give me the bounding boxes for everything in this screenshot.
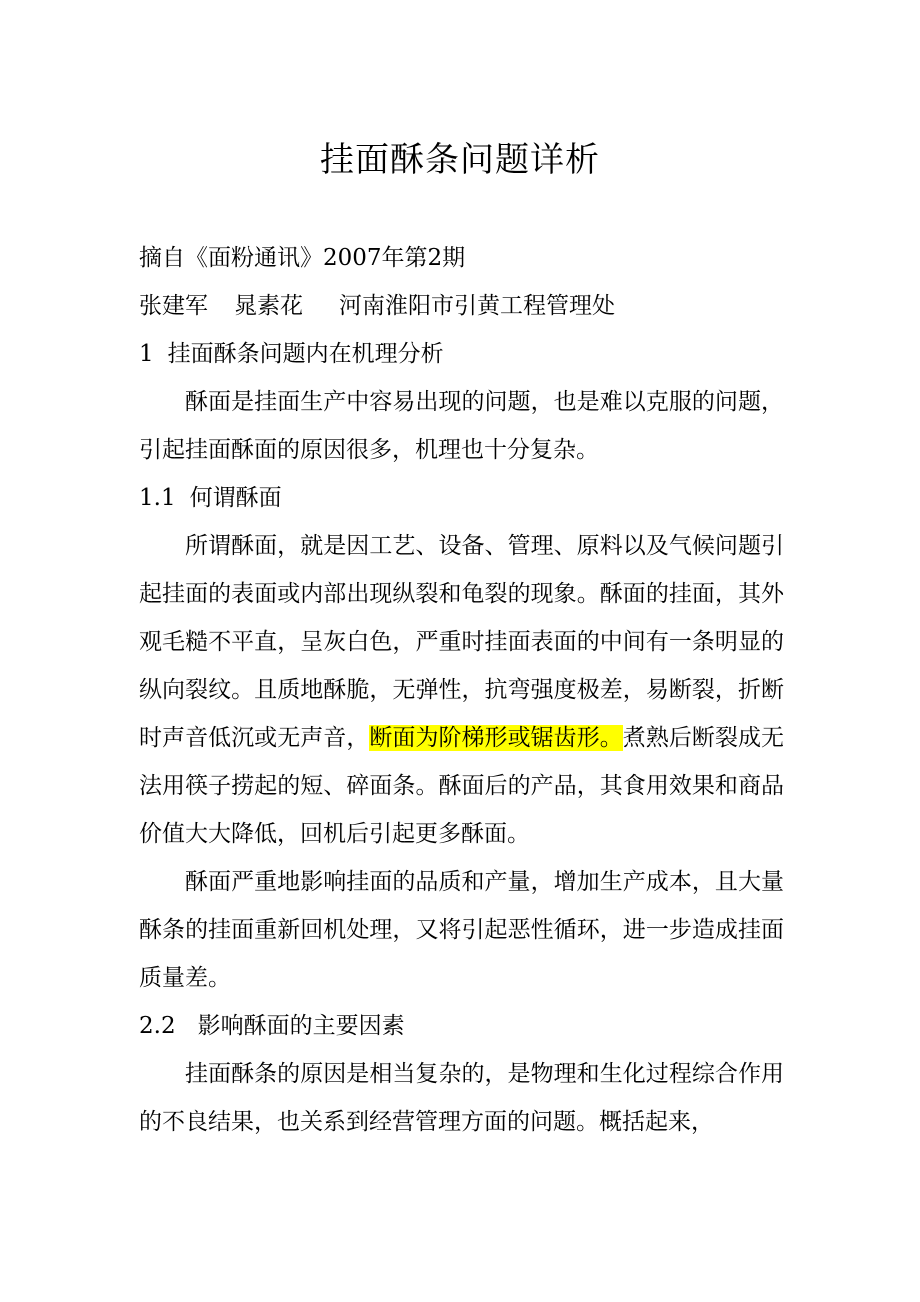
author-name: 晁素花: [234, 293, 303, 319]
paragraph: 酥面严重地影响挂面的品质和产量，增加生产成本，且大量酥条的挂面重新回机处理，又将引起恶性循环，进一步造成挂面质量差。: [139, 869, 784, 991]
section-number: 2.2: [139, 1013, 176, 1039]
paragraph: 挂面酥条的原因是相当复杂的，是物理和生化过程综合作用的不良结果，也关系到经营管理方面的问题。概括起来，: [139, 1061, 784, 1135]
document-body: [139, 234, 784, 1146]
section-heading: [139, 330, 784, 378]
section-number: 1.1: [139, 485, 176, 511]
source-line: 摘自《面粉通讯》2007年第2期: [139, 245, 466, 271]
author-line: [139, 282, 784, 330]
section-title: 何谓酥面: [189, 485, 282, 511]
highlighted-text: 断面为阶梯形或锯齿形。: [369, 725, 623, 751]
section-title: 挂面酥条问题内在机理分析: [167, 341, 444, 367]
section-number: 1: [139, 341, 154, 367]
paragraph: [139, 522, 784, 858]
section-heading: [139, 1002, 784, 1050]
document-title: 挂面酥条问题详析: [320, 140, 600, 180]
paragraph-text: 煮熟后断裂成无法用筷子捞起的短、碎面条。酥面后的产品，其食用效果和商品价值大大降低，回机后引起更多酥面。: [139, 725, 785, 847]
author-name: 张建军: [139, 293, 208, 319]
section-heading: [139, 474, 784, 522]
author-affiliation: 河南淮阳市引黄工程管理处: [339, 293, 615, 319]
section-title: 影响酥面的主要因素: [197, 1013, 405, 1039]
paragraph-text: 所谓酥面，就是因工艺、设备、管理、原料以及气候问题引起挂面的表面或内部出现纵裂和龟裂的现象。酥面的挂面，其外观毛糙不平直，呈灰白色，严重时挂面表面的中间有一条明显的纵向裂纹。且质地酥脆，无弹性，抗弯强度极差，易断裂，折断时声音低沉或无声音，: [139, 533, 784, 751]
paragraph: 酥面是挂面生产中容易出现的问题，也是难以克服的问题，引起挂面酥面的原因很多，机理也十分复杂。: [139, 389, 784, 463]
